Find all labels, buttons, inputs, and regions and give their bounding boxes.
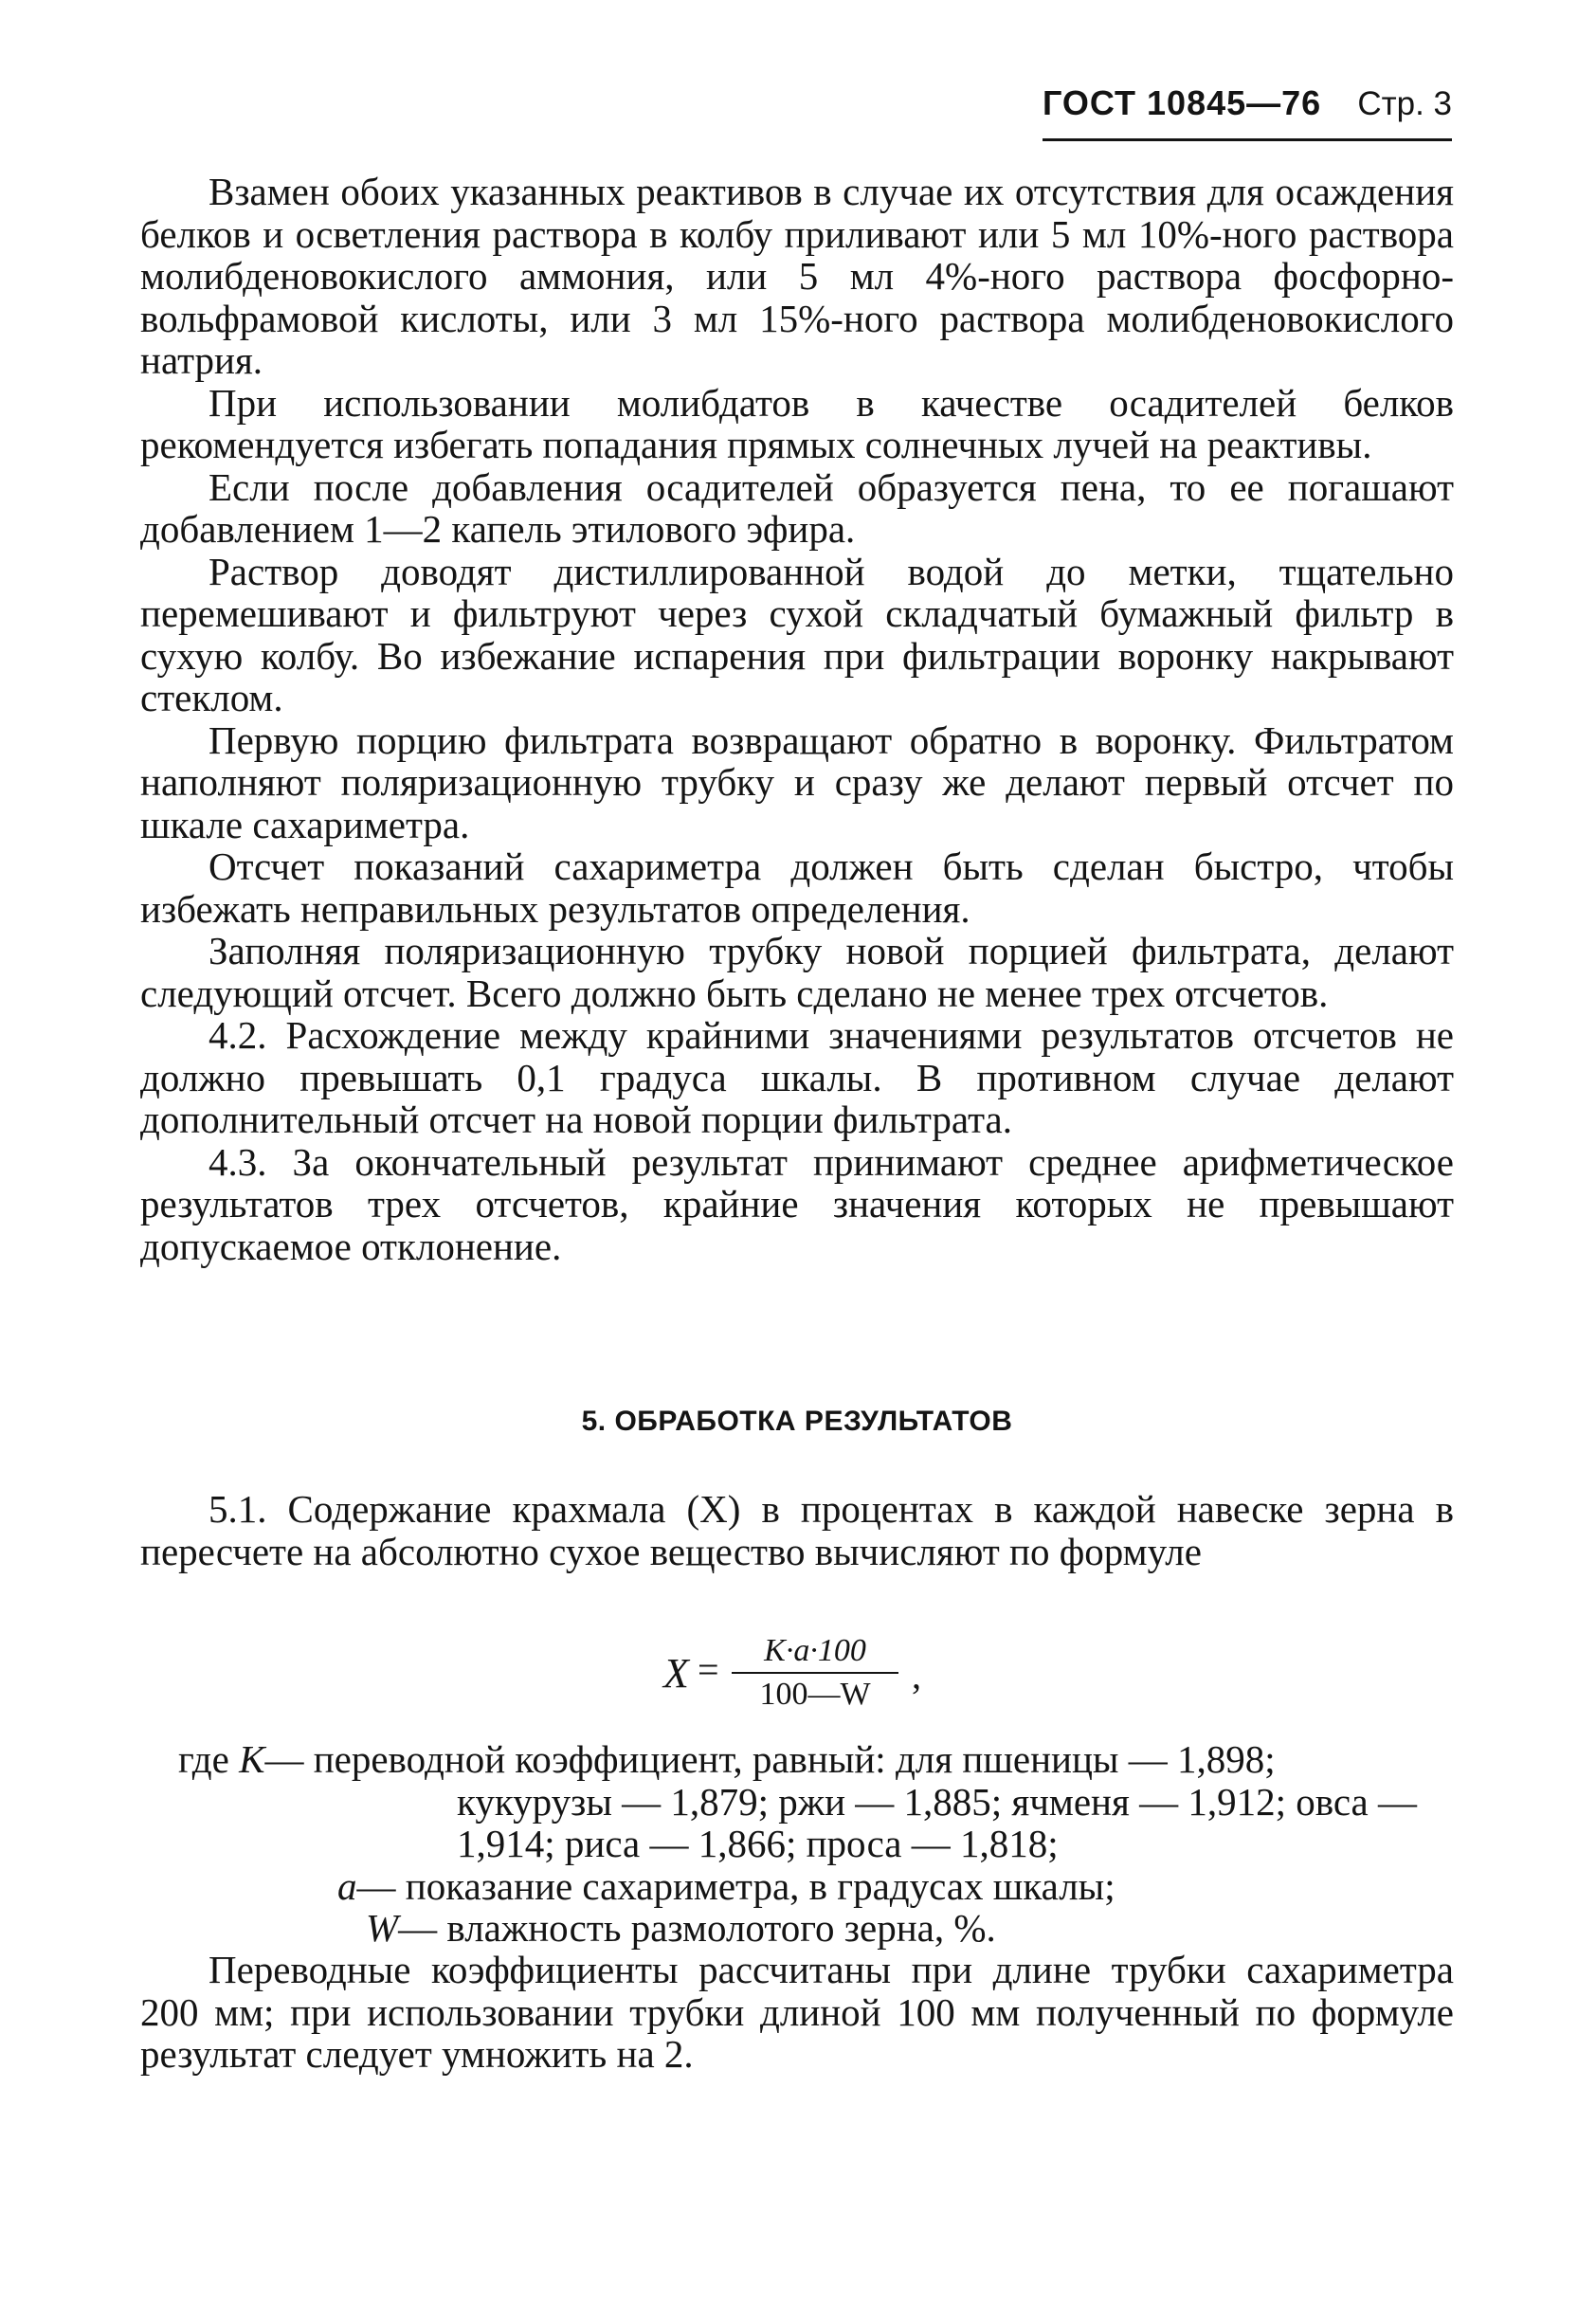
starch-formula — [663, 1632, 967, 1727]
definition-w-text: — влажность размолотого зерна, %. — [398, 1906, 996, 1950]
formula-definitions — [140, 1738, 1454, 1950]
paragraph-4-3: 4.3. За окончательный результат принимают среднее арифметическое результатов трех отсчетов, крайние значения которых не превышают допускаемое отклонение. — [140, 1139, 1454, 1268]
formula-lhs: X — [663, 1650, 689, 1697]
paragraph-molybdates: При использовании молибдатов в качестве осадителей белков рекомендуется избегать попадания прямых солнечных лучей на реактивы. — [140, 380, 1454, 466]
definition-k-cont-1: кукурузы — 1,879; ржи — 1,885; ячменя — 1,912; овса — — [457, 1779, 1418, 1824]
page-header — [1043, 78, 1452, 141]
formula-numerator: K·a·100 — [764, 1633, 866, 1668]
symbol-a: a — [337, 1863, 357, 1908]
symbol-k: K — [239, 1737, 265, 1781]
definition-k-cont-2: 1,914; риса — 1,866; проса — 1,818; — [457, 1822, 1059, 1865]
where-word: где — [178, 1737, 229, 1781]
section-5-title: 5. ОБРАБОТКА РЕЗУЛЬТАТОВ — [581, 1406, 1013, 1437]
definition-w — [140, 1907, 1454, 1950]
coefficient-note: Переводные коэффициенты рассчитаны при длине трубки сахариметра 200 мм; при использовании трубки длиной 100 мм полученный по формуле результат следует умножить на 2. — [140, 1948, 1454, 2076]
standard-number: ГОСТ 10845—76 — [1043, 83, 1322, 122]
definition-k-text: — переводной коэффициент, равный: для пшеницы — 1,898; — [264, 1737, 1276, 1781]
formula-fraction — [732, 1632, 898, 1714]
definition-a-text: — показание сахариметра, в градусах шкалы; — [356, 1863, 1115, 1908]
section-4-text — [140, 171, 1454, 1267]
formula-equals: = — [698, 1648, 719, 1691]
page-number: Стр. 3 — [1357, 85, 1452, 122]
coefficient-note-block — [140, 1949, 1454, 2076]
paragraph-quick-reading: Отсчет показаний сахариметра должен быть сделан быстро, чтобы избежать неправильных результатов определения. — [140, 844, 1454, 931]
symbol-w: W — [366, 1906, 399, 1950]
paragraph-filtering: Раствор доводят дистиллированной водой до метки, тщательно перемешивают и фильтруют через сухой складчатый бумажный фильтр в сухую колбу. Во избежание испарения при фильтрации воронку накрывают стеклом. — [140, 549, 1454, 719]
formula-denominator: 100—W — [759, 1677, 871, 1712]
paragraph-reagents: Взамен обоих указанных реактивов в случае их отсутствия для осаждения белков и осветления раствора в колбу приливают или 5 мл 10%-ного раствора молибденовокислого аммония, или 5 мл 4%-ного раствора фосфорно-вольфрамовой кислоты, или 3 мл 15%-ного раствора молибденовокислого натрия. — [140, 170, 1454, 382]
paragraph-4-2: 4.2. Расхождение между крайними значениями результатов отсчетов не должно превышать 0,1 градуса шкалы. В противном случае делают дополнительный отсчет на новой порции фильтрата. — [140, 1013, 1454, 1141]
formula-comma: , — [912, 1654, 921, 1697]
definition-a — [140, 1865, 1454, 1908]
paragraph-first-reading: Первую порцию фильтрата возвращают обратно в воронку. Фильтратом наполняют поляризационную трубку и сразу же делают первый отсчет по шкале сахариметра. — [140, 717, 1454, 846]
paragraph-5-1: 5.1. Содержание крахмала (X) в процентах в каждой навеске зерна в пересчете на абсолютно сухое вещество вычисляют по формуле — [140, 1487, 1454, 1573]
paragraph-next-reading: Заполняя поляризационную трубку новой порцией фильтрата, делают следующий отсчет. Всего должно быть сделано не менее трех отсчетов. — [140, 929, 1454, 1015]
fraction-bar — [732, 1672, 898, 1674]
definition-k — [140, 1738, 1454, 1781]
section-5-intro-block — [140, 1488, 1454, 1572]
paragraph-foam: Если после добавления осадителей образуется пена, то ее погашают добавлением 1—2 капель этилового эфира. — [140, 464, 1454, 551]
